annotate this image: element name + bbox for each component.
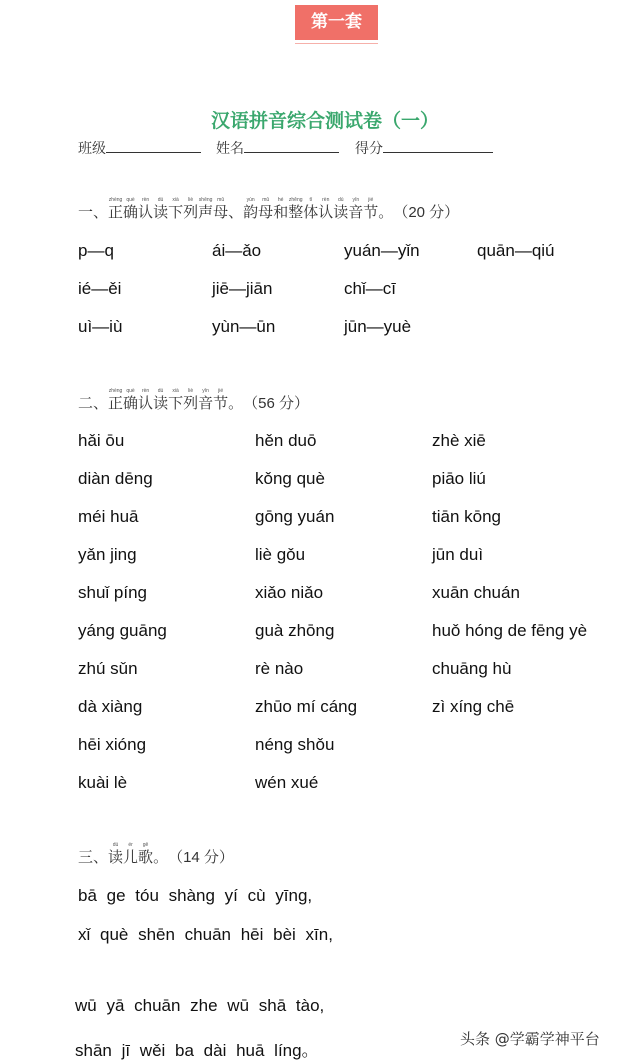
- heading-char: [228, 203, 243, 221]
- heading-char: [258, 197, 274, 221]
- score-blank: [383, 138, 493, 153]
- pinyin-item: ié—ěi: [78, 279, 122, 298]
- heading-char: [273, 197, 289, 221]
- heading-char-pinyin: xià: [168, 197, 184, 203]
- section3-number: 三、: [78, 848, 109, 866]
- heading-char-text: 。: [378, 203, 394, 221]
- pinyin-item: jūn duì: [432, 545, 484, 564]
- heading-char-text: 整: [288, 203, 304, 221]
- heading-char-pinyin: yùn: [243, 197, 259, 203]
- heading-char-text: 声: [198, 203, 214, 221]
- heading-char: [138, 388, 154, 412]
- heading-char: [168, 388, 184, 412]
- section2-heading: [78, 388, 309, 413]
- heading-char-pinyin: tǐ: [303, 197, 319, 203]
- name-label: 姓名: [216, 141, 244, 157]
- heading-char-text: 认: [318, 203, 334, 221]
- pinyin-item: shuǐ píng: [78, 583, 147, 602]
- pinyin-item: zì xíng chē: [432, 697, 515, 716]
- pinyin-item: rè nào: [255, 659, 304, 678]
- heading-char: [228, 394, 243, 412]
- pinyin-item: kǒng què: [255, 469, 325, 488]
- heading-char-pinyin: liè: [183, 388, 199, 394]
- heading-char-text: 韵: [243, 203, 259, 221]
- heading-char-pinyin: dú: [333, 197, 349, 203]
- heading-char-pinyin: yīn: [348, 197, 364, 203]
- heading-char-pinyin: ér: [123, 842, 139, 848]
- pinyin-item: wén xué: [255, 773, 319, 792]
- heading-char-pinyin: rèn: [318, 197, 334, 203]
- heading-char-text: 列: [183, 394, 199, 412]
- heading-char-text: 确: [123, 203, 139, 221]
- heading-char: [108, 842, 124, 866]
- section1-heading: [78, 197, 459, 222]
- heading-char-text: 和: [273, 203, 289, 221]
- poem-line: xǐ què shēn chuān hēi bèi xīn,: [78, 925, 333, 944]
- heading-char: [123, 197, 139, 221]
- heading-char: [153, 388, 169, 412]
- heading-char-pinyin: xià: [168, 388, 184, 394]
- pinyin-item: méi huā: [78, 507, 139, 526]
- pinyin-item: ái—ǎo: [212, 241, 262, 260]
- pinyin-item: huǒ hóng de fēng yè: [432, 621, 588, 640]
- pinyin-item: zhú sǔn: [78, 659, 138, 678]
- pinyin-item: gōng yuán: [255, 507, 335, 526]
- heading-char-text: 认: [138, 203, 154, 221]
- class-label: 班级: [78, 141, 106, 157]
- set-badge: 第一套: [295, 5, 378, 40]
- heading-char: [138, 842, 154, 866]
- heading-char-pinyin: yīn: [198, 388, 214, 394]
- heading-char-pinyin: zhěng: [288, 197, 304, 203]
- pinyin-item: liè gǒu: [255, 545, 306, 564]
- section2-number: 二、: [78, 394, 109, 412]
- heading-char: [183, 388, 199, 412]
- heading-char: [378, 203, 393, 221]
- heading-char-pinyin: zhèng: [108, 197, 124, 203]
- section2-points: （56 分）: [243, 395, 310, 412]
- pinyin-item: zhè xiē: [432, 431, 486, 450]
- name-blank: [244, 138, 339, 153]
- watermark: 头条 @学霸学神平台: [460, 1030, 600, 1048]
- heading-char-text: 节: [363, 203, 379, 221]
- heading-char: [288, 197, 304, 221]
- heading-char-pinyin: dú: [108, 842, 124, 848]
- heading-char-text: 下: [168, 203, 184, 221]
- heading-char-pinyin: jié: [213, 388, 229, 394]
- heading-char-pinyin: shēng: [198, 197, 214, 203]
- heading-char-text: 下: [168, 394, 184, 412]
- pinyin-item: yuán—yǐn: [344, 241, 420, 260]
- heading-char-pinyin: gē: [138, 842, 154, 848]
- page-title: 汉语拼音综合测试卷（一）: [210, 110, 439, 132]
- poem-line: shān jī wěi ba dài huā líng。: [75, 1041, 319, 1060]
- heading-char-pinyin: dú: [153, 197, 169, 203]
- heading-char: [108, 197, 124, 221]
- heading-char-pinyin: hé: [273, 197, 289, 203]
- heading-char-text: 儿: [123, 848, 139, 866]
- heading-char-pinyin: rèn: [138, 388, 154, 394]
- poem-line: bā ge tóu shàng yí cù yīng,: [78, 886, 313, 905]
- heading-char: [198, 197, 214, 221]
- heading-char-pinyin: jié: [363, 197, 379, 203]
- heading-char-text: 音: [198, 394, 214, 412]
- section1-number: 一、: [78, 203, 109, 221]
- pinyin-item: quān—qiú: [477, 241, 555, 260]
- heading-char-text: 读: [333, 203, 349, 221]
- heading-char-text: 歌: [138, 848, 154, 866]
- heading-char-pinyin: dú: [153, 388, 169, 394]
- heading-char-text: 、: [228, 203, 244, 221]
- heading-char-pinyin: mǔ: [213, 197, 229, 203]
- heading-char: [363, 197, 379, 221]
- heading-char-pinyin: rèn: [138, 197, 154, 203]
- pinyin-item: yǎn jing: [78, 545, 137, 564]
- heading-char-text: 正: [108, 203, 124, 221]
- heading-char-text: 列: [183, 203, 199, 221]
- heading-char-pinyin: què: [123, 388, 139, 394]
- heading-char-text: 母: [258, 203, 274, 221]
- pinyin-item: zhūo mí cáng: [255, 697, 358, 716]
- pinyin-item: yáng guāng: [78, 621, 167, 640]
- heading-char-text: 节: [213, 394, 229, 412]
- pinyin-item: xuān chuán: [432, 583, 520, 602]
- pinyin-item: kuài lè: [78, 773, 128, 792]
- pinyin-item: hǎi ōu: [78, 431, 125, 450]
- heading-char-text: 确: [123, 394, 139, 412]
- heading-char-text: 体: [303, 203, 319, 221]
- section1-points: （20 分）: [393, 204, 460, 221]
- heading-char-text: 。: [153, 848, 169, 866]
- pinyin-item: p—q: [78, 241, 114, 260]
- pinyin-item: hěn duō: [255, 431, 317, 450]
- heading-char: [123, 388, 139, 412]
- heading-char: [333, 197, 349, 221]
- heading-char: [348, 197, 364, 221]
- heading-char-text: 读: [153, 394, 169, 412]
- pinyin-item: jiē—jiān: [212, 279, 273, 298]
- pinyin-item: yùn—ūn: [212, 317, 276, 336]
- heading-char: [153, 848, 168, 866]
- poem-line: wū yā chuān zhe wū shā tào,: [75, 996, 325, 1015]
- heading-char-text: 读: [108, 848, 124, 866]
- pinyin-item: diàn dēng: [78, 469, 153, 488]
- heading-char-pinyin: zhèng: [108, 388, 124, 394]
- heading-char-pinyin: què: [123, 197, 139, 203]
- class-field: [78, 138, 201, 158]
- heading-char: [243, 197, 259, 221]
- section3-heading: [78, 842, 234, 867]
- heading-char: [153, 197, 169, 221]
- pinyin-item: uì—iù: [78, 317, 123, 336]
- pinyin-item: jūn—yuè: [344, 317, 412, 336]
- pinyin-item: tiān kōng: [432, 507, 501, 526]
- pinyin-item: néng shǒu: [255, 735, 335, 754]
- heading-char-text: 读: [153, 203, 169, 221]
- section3-points: （14 分）: [168, 849, 234, 866]
- heading-char-pinyin: liè: [183, 197, 199, 203]
- pinyin-item: piāo liú: [432, 469, 486, 488]
- pinyin-item: chǐ—cī: [344, 279, 396, 298]
- heading-char: [198, 388, 214, 412]
- pinyin-item: dà xiàng: [78, 697, 143, 716]
- heading-char-text: 正: [108, 394, 124, 412]
- score-label: 得分: [355, 141, 383, 157]
- heading-char: [168, 197, 184, 221]
- heading-char-text: 母: [213, 203, 229, 221]
- heading-char: [183, 197, 199, 221]
- heading-char: [138, 197, 154, 221]
- heading-char: [213, 388, 229, 412]
- heading-char: [318, 197, 334, 221]
- heading-char: [213, 197, 229, 221]
- pinyin-item: guà zhōng: [255, 621, 335, 640]
- score-field: [355, 138, 493, 158]
- heading-char-text: 认: [138, 394, 154, 412]
- pinyin-item: hēi xióng: [78, 735, 147, 754]
- pinyin-item: xiǎo niǎo: [255, 583, 324, 602]
- heading-char: [303, 197, 319, 221]
- heading-char-text: 音: [348, 203, 364, 221]
- class-blank: [106, 138, 201, 153]
- heading-char-text: 。: [228, 394, 244, 412]
- heading-char: [108, 388, 124, 412]
- name-field: [216, 138, 339, 158]
- heading-char-pinyin: mǔ: [258, 197, 274, 203]
- heading-char: [123, 842, 139, 866]
- pinyin-item: chuāng hù: [432, 659, 512, 678]
